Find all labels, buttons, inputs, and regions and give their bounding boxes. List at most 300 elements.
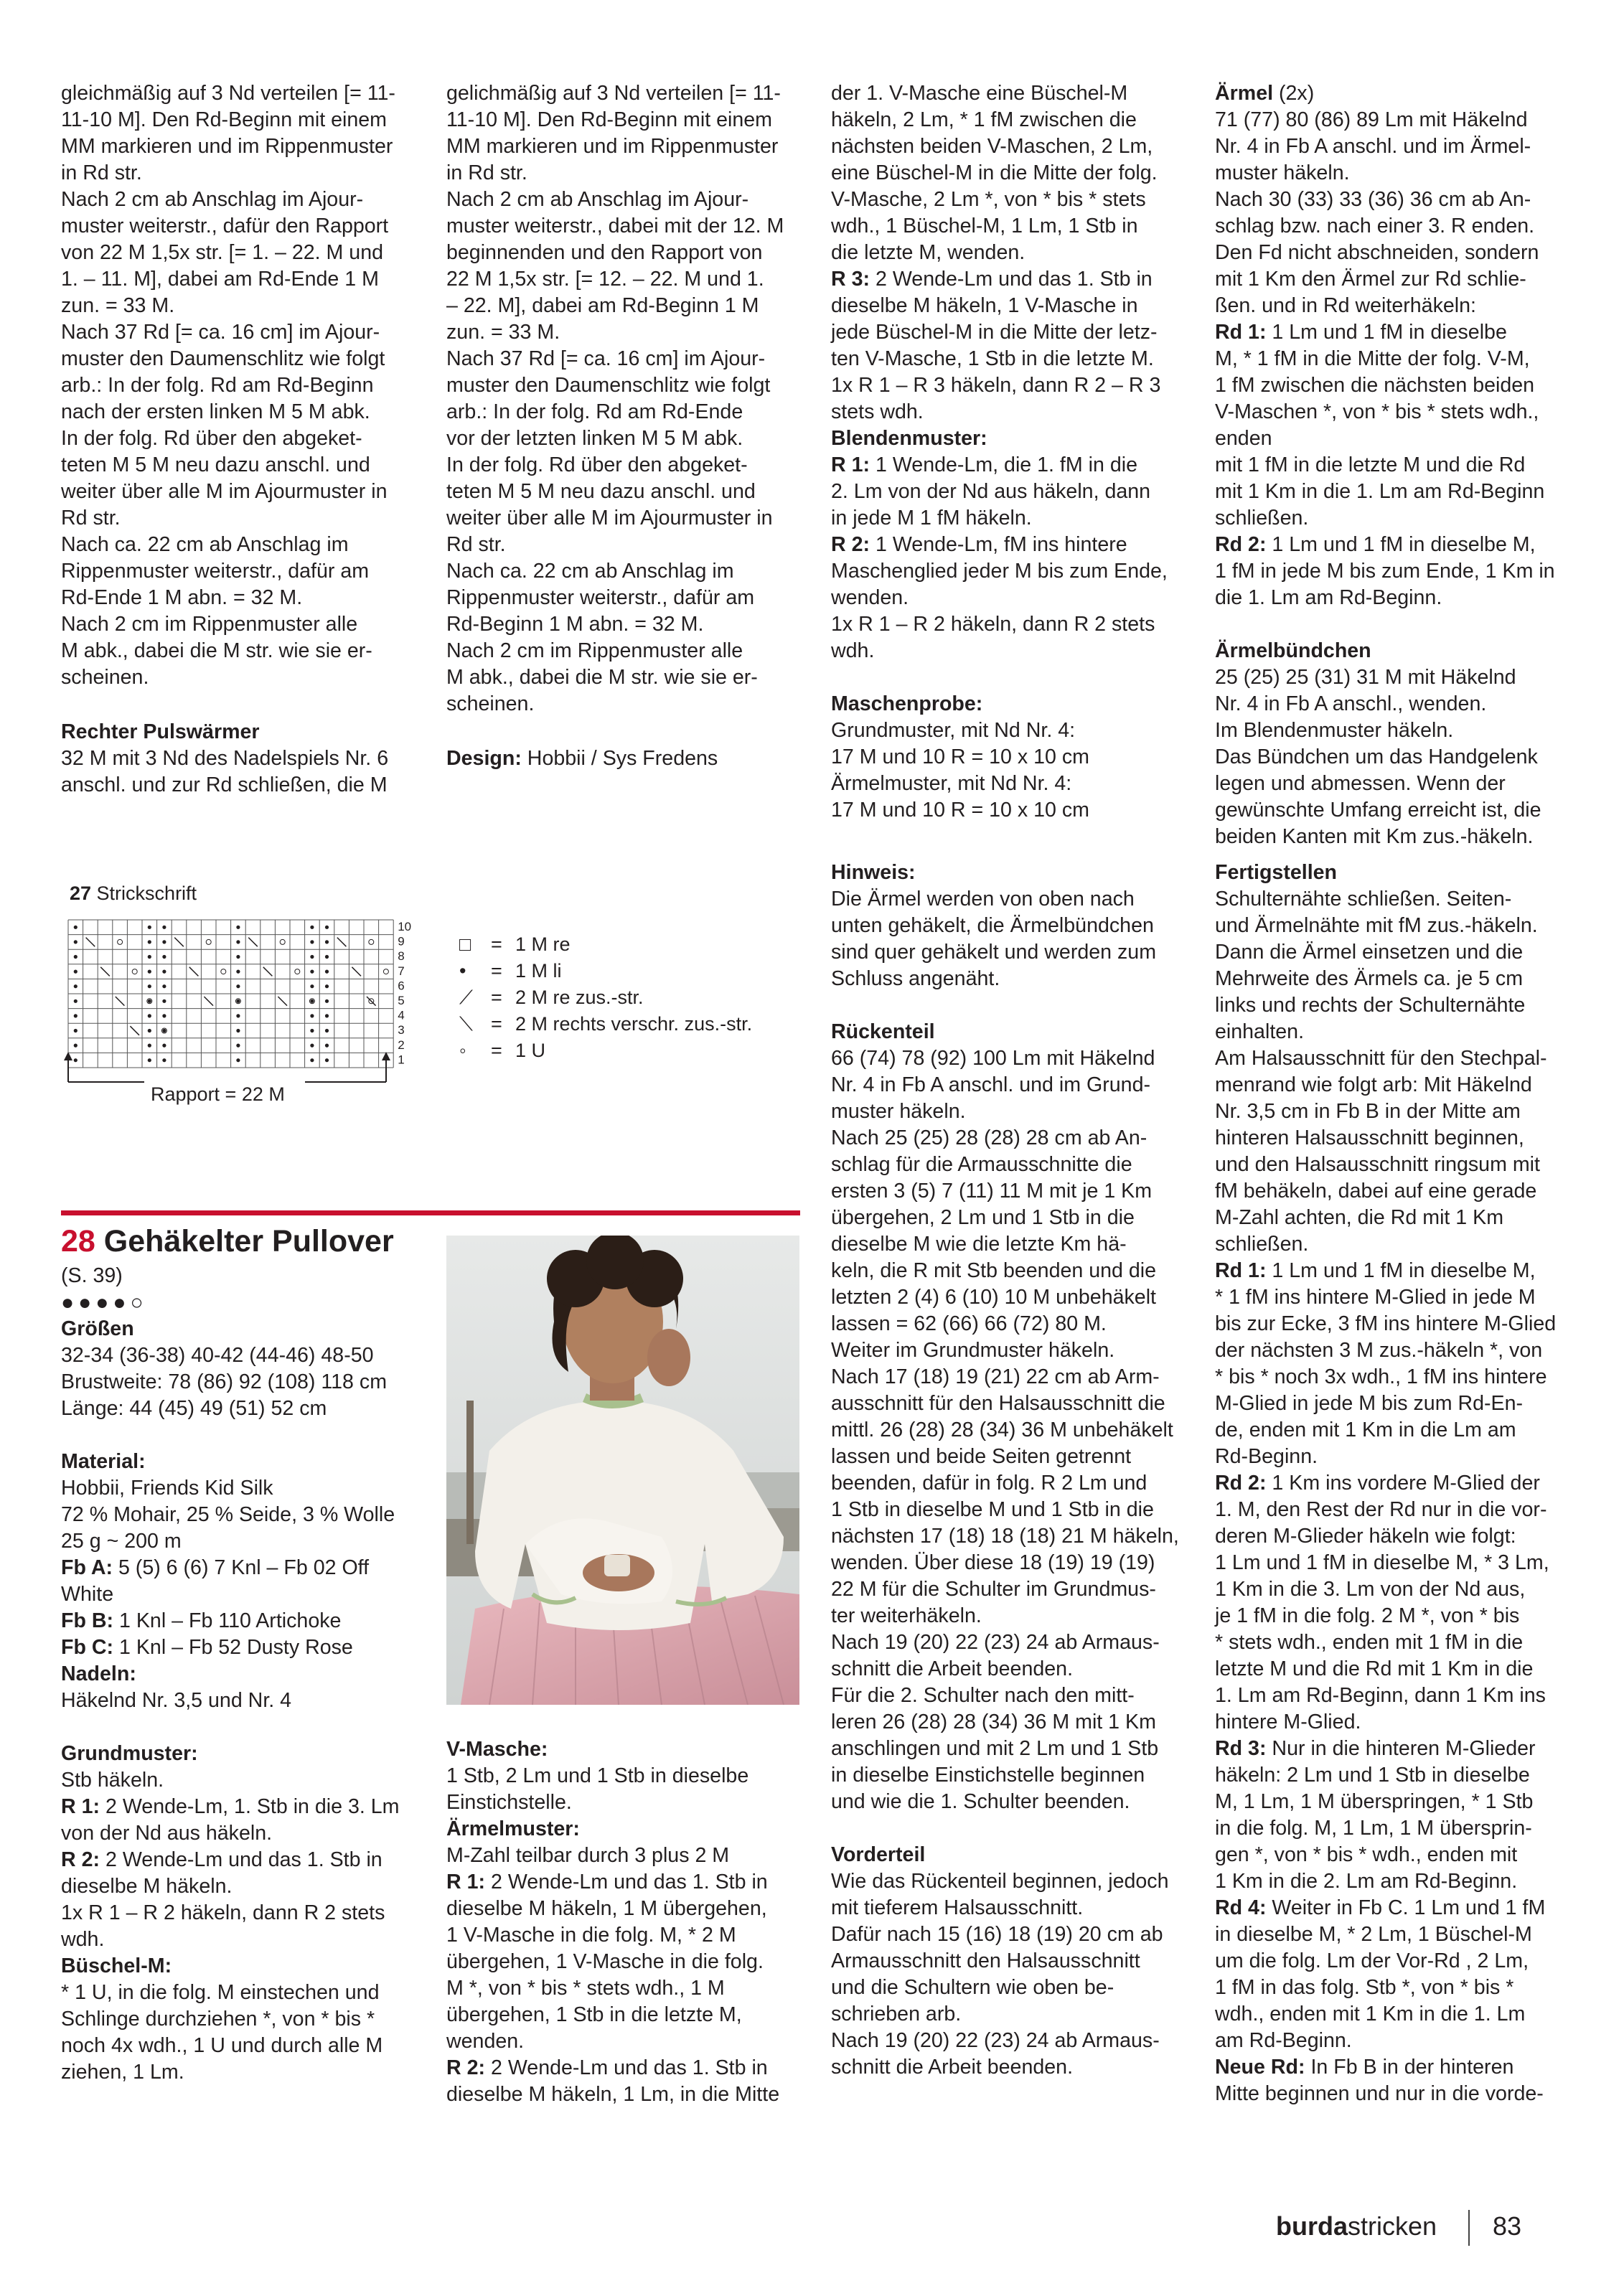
col2-line: Nach 2 cm ab Anschlag im Ajour- [446, 188, 749, 211]
chart-decrease-mark [352, 967, 361, 977]
chart-purl-mark [162, 955, 166, 959]
col1-line: scheinen. [61, 666, 149, 689]
chart-purl-mark [74, 926, 78, 929]
grund-r2: R 2: 2 Wende-Lm und das 1. Stb in [61, 1848, 382, 1871]
chart-number: 27 [70, 883, 92, 904]
chart-purl-mark [148, 984, 151, 988]
chart-yarnover-mark [295, 969, 300, 974]
text-line: 1 fM zwischen die nächsten beiden [1215, 374, 1535, 397]
text-line: wdh. [831, 639, 875, 662]
aermel-r2: R 2: 2 Wende-Lm und das 1. Stb in [446, 2056, 768, 2079]
text-line: 1. Lm am Rd-Beginn, dann 1 Km ins [1215, 1684, 1546, 1707]
text-line: in die folg. M, 1 Lm, 1 M übersprin- [1215, 1817, 1532, 1840]
text-line: Den Fd nicht abschneiden, sondern [1215, 241, 1539, 264]
text-line: 2. Lm von der Nd aus häkeln, dann [831, 480, 1151, 503]
chart-purl-mark [74, 1058, 78, 1062]
col1-line: muster den Daumenschlitz wie folgt [61, 347, 385, 370]
aermel-r2-cont: dieselbe M häkeln, 1 Lm, in die Mitte [446, 2083, 780, 2106]
fertig-rd3: Rd 3: Nur in die hinteren M-Glieder [1215, 1737, 1536, 1760]
text-line: Maschenglied jeder M bis zum Ende, [831, 560, 1168, 583]
chart-decrease-mark [130, 1026, 139, 1035]
col1-line: gleichmäßig auf 3 Nd verteilen [= 11- [61, 82, 395, 105]
footer-separator [1468, 2210, 1470, 2246]
r3-cont [831, 293, 1190, 425]
aermelbuendchen-text [1215, 664, 1588, 850]
text-line: dieselbe M wie die letzte Km hä- [831, 1233, 1127, 1256]
chart-purl-mark [148, 999, 151, 1003]
col2-line: zun. = 33 M. [446, 321, 560, 344]
text-line: eine Büschel-M in die Mitte der folg. [831, 161, 1158, 184]
text-line: 1 V-Masche in die folg. M, * 2 M [446, 1924, 736, 1947]
text-line: links und rechts der Schulternähte [1215, 994, 1526, 1017]
text-line: V-Masche, 2 Lm *, von * bis * stets [831, 188, 1146, 211]
text-line: ersten 3 (5) 7 (11) 11 M mit je 1 Km [831, 1180, 1153, 1203]
text-line: M, * 1 fM in die Mitte der folg. V-M, [1215, 347, 1530, 370]
text-line: in jede M 1 fM häkeln. [831, 507, 1032, 530]
vorderteil-text [831, 1868, 1190, 2081]
chart-purl-mark [325, 1044, 329, 1048]
text-line: fM behäkeln, dabei auf eine gerade [1215, 1180, 1537, 1203]
text-line: Länge: 44 (45) 49 (51) 52 cm [61, 1397, 327, 1420]
fertig-rd2-cont [1215, 1497, 1588, 1736]
page-number: 83 [1493, 2211, 1522, 2241]
chart-decrease-mark [367, 997, 376, 1006]
rechter-line: anschl. und zur Rd schließen, die M [61, 773, 388, 796]
text-line: Das Bündchen um das Handgelenk [1215, 745, 1538, 768]
text-line: mit tieferem Halsausschnitt. [831, 1896, 1084, 1919]
aermelbuendchen-title: Ärmelbündchen [1215, 639, 1371, 662]
grund-r1-cont: von der Nd aus häkeln. [61, 1822, 273, 1845]
blenden-r1: R 1: 1 Wende-Lm, die 1. fM in die [831, 453, 1137, 476]
chart-row-number: 5 [398, 994, 405, 1007]
text-line: die letzte M, wenden. [831, 241, 1025, 264]
text-line: Wie das Rückenteil beginnen, jedoch [831, 1870, 1169, 1893]
text-line: legen und abmessen. Wenn der [1215, 772, 1506, 795]
text-line: dieselbe M häkeln, 1 V-Masche in [831, 294, 1138, 317]
text-line: M *, von * bis * stets wdh., 1 M [446, 1977, 725, 2000]
text-line: Dafür nach 15 (16) 18 (19) 20 cm ab [831, 1923, 1163, 1946]
chart-purl-mark [325, 1014, 329, 1017]
text-line: wdh., enden mit 1 Km in die 1. Lm [1215, 2003, 1526, 2026]
chart-row-number: 2 [398, 1038, 405, 1052]
chart-yarnover-mark [369, 939, 374, 944]
text-line: übergehen, 2 Lm und 1 Stb in die [831, 1206, 1135, 1229]
text-line: ter weiterhäkeln. [831, 1604, 982, 1627]
text-line: Nach 30 (33) 33 (36) 36 cm ab An- [1215, 188, 1531, 211]
text-line: 1. M, den Rest der Rd nur in die vor- [1215, 1498, 1547, 1521]
text-line: Schulternähte schließen. Seiten- [1215, 888, 1512, 911]
fertig-rd4: Rd 4: Weiter in Fb C. 1 Lm und 1 fM [1215, 1896, 1546, 1919]
text-line: und wie die 1. Schulter beenden. [831, 1790, 1130, 1813]
aermel-r1-cont [446, 1896, 805, 2055]
text-line: deren M-Glieder häkeln wie folgt: [1215, 1525, 1516, 1548]
rapport-label: Rapport = 22 M [151, 1083, 285, 1105]
text-line: * 1 fM ins hintere M-Glied in jede M [1215, 1286, 1536, 1309]
text-line: letzten 2 (4) 6 (10) 10 M unbehäkelt [831, 1286, 1156, 1309]
col2-line: teten M 5 M neu dazu anschl. und [446, 480, 756, 503]
col1-line: 1. – 11. M], dabei am Rd-Ende 1 M [61, 268, 379, 291]
page-reference: (S. 39) [61, 1264, 123, 1287]
col2-line: Nach ca. 22 cm ab Anschlag im [446, 560, 734, 583]
text-line: häkeln: 2 Lm und 1 Stb in dieselbe [1215, 1764, 1530, 1787]
chart-purl-mark [325, 1029, 329, 1032]
page-footer [1276, 2211, 1522, 2241]
text-line: 1 Stb, 2 Lm und 1 Stb in dieselbe [446, 1764, 749, 1787]
text-line: lassen = 62 (66) 66 (72) 80 M. [831, 1312, 1107, 1335]
legend-text: 1 M li [515, 960, 562, 982]
col1-line: teten M 5 M neu dazu anschl. und [61, 453, 370, 476]
text-line: übergehen, 1 V-Masche in die folg. [446, 1950, 764, 1973]
groessen-title: Größen [61, 1317, 134, 1340]
chart-yarnover-mark [221, 969, 226, 974]
text-line: unten gehäkelt, die Ärmelbündchen [831, 914, 1154, 937]
legend-row: ◦ = 1 U [459, 1038, 752, 1064]
col1-line: Nach ca. 22 cm ab Anschlag im [61, 533, 349, 556]
chart-purl-mark [325, 984, 329, 988]
text-line: Einstichstelle. [446, 1791, 572, 1814]
chart-decrease-mark [100, 967, 110, 977]
chart-purl-mark [310, 940, 314, 944]
aermel-rd1: Rd 1: 1 Lm und 1 fM in dieselbe [1215, 321, 1507, 344]
text-line: mit 1 Km in die 1. Lm am Rd-Beginn [1215, 480, 1545, 503]
difficulty-rating: ●●●●○ [61, 1291, 148, 1314]
chart-yarnover-mark [280, 939, 285, 944]
chart-purl-mark [148, 940, 151, 944]
col1-line: Nach 2 cm ab Anschlag im Ajour- [61, 188, 364, 211]
text-line: Nr. 4 in Fb A anschl., wenden. [1215, 692, 1487, 715]
chart-purl-mark [310, 1014, 314, 1017]
chart-decrease-mark [174, 938, 184, 947]
chart-purl-mark [162, 1044, 166, 1048]
chart-purl-mark [74, 1014, 78, 1017]
text-line: Nr. 4 in Fb A anschl. und im Ärmel- [1215, 135, 1531, 158]
chart-row-number: 4 [398, 1008, 405, 1022]
chart-decrease-mark [204, 997, 213, 1006]
text-line: Mehrweite des Ärmels ca. je 5 cm [1215, 967, 1524, 990]
chart-purl-mark [310, 1044, 314, 1048]
chart-row-number: 7 [398, 964, 405, 978]
col1-line: arb.: In der folg. Rd am Rd-Beginn [61, 374, 374, 397]
vmasche-title: V-Masche: [446, 1738, 548, 1761]
chart-decrease-mark [248, 938, 258, 947]
text-line: nächsten 17 (18) 18 (18) 21 M häkeln, [831, 1525, 1179, 1548]
col2-line: gelichmäßig auf 3 Nd verteilen [= 11- [446, 82, 781, 105]
text-line: noch 4x wdh., 1 U und durch alle M [61, 2034, 383, 2057]
chart-purl-mark [74, 984, 78, 988]
hinweis-text [831, 886, 1190, 992]
brand-name: stricken [1348, 2211, 1437, 2241]
brand-bold: burda [1276, 2211, 1348, 2241]
design-credit [446, 745, 718, 772]
legend-text: 1 M re [515, 933, 571, 955]
legend-text: 2 M re zus.-str. [515, 987, 644, 1008]
column-2-bottom [446, 1736, 805, 2108]
rechter-pulswaermer-title: Rechter Pulswärmer [61, 720, 260, 743]
chart-yarnover-mark [383, 969, 388, 974]
text-line: 1 Stb in dieselbe M und 1 Stb in die [831, 1498, 1154, 1521]
text-line: um die folg. Lm der Vor-Rd , 2 Lm, [1215, 1949, 1529, 1972]
text-line: Brustweite: 78 (86) 92 (108) 118 cm [61, 1370, 388, 1393]
chart-purl-mark [236, 1058, 240, 1062]
color-a-cont: White [61, 1583, 114, 1606]
col2-line: In der folg. Rd über den abgeket- [446, 453, 748, 476]
text-line: 25 (25) 25 (31) 31 M mit Häkelnd [1215, 666, 1516, 689]
col2-line: Rippenmuster weiterstr., dafür am [446, 586, 755, 609]
legend-symbol: ⟋ [459, 987, 473, 1008]
text-line: übergehen, 1 Stb in die letzte M, [446, 2003, 742, 2026]
text-line: mittl. 26 (28) 28 (34) 36 M unbehäkelt [831, 1418, 1173, 1441]
text-line: 25 g ~ 200 m [61, 1530, 182, 1553]
text-line: mit 1 fM in die letzte M und die Rd [1215, 453, 1526, 476]
col1-line: In der folg. Rd über den abgeket- [61, 427, 362, 450]
rueckenteil-title: Rückenteil [831, 1020, 935, 1043]
blenden-r1-cont [831, 479, 1190, 532]
chart-purl-mark [310, 999, 314, 1003]
fertig-rd1-cont [1215, 1284, 1588, 1470]
chart-decrease-mark [278, 997, 287, 1006]
chart-purl-mark [74, 955, 78, 959]
text-line: Nach 17 (18) 19 (21) 22 cm ab Arm- [831, 1365, 1160, 1388]
text-line: Nach 19 (20) 22 (23) 24 ab Armaus- [831, 1631, 1160, 1654]
text-line: 1x R 1 – R 2 häkeln, dann R 2 stets [61, 1901, 385, 1924]
column-3-bottom [831, 860, 1190, 2081]
chart-purl-mark [236, 1029, 240, 1032]
text-line: ßen. und in Rd weiterhäkeln: [1215, 294, 1476, 317]
chart-purl-mark [162, 940, 166, 944]
text-line: M, 1 Lm, 1 M überspringen, * 1 Stb [1215, 1790, 1534, 1813]
text-line: menrand wie folgt arb: Mit Häkelnd [1215, 1073, 1532, 1096]
chart-purl-mark [236, 1044, 240, 1048]
chart-caption [70, 883, 197, 905]
col1-line: Rippenmuster weiterstr., dafür am [61, 560, 370, 583]
design-value: Hobbii / Sys Fredens [521, 747, 718, 770]
chart-decrease-mark [86, 938, 95, 947]
text-line: gewünschte Umfang erreicht ist, die [1215, 799, 1541, 822]
chart-purl-mark [325, 955, 329, 959]
col1-line: weiter über alle M im Ajourmuster in [61, 480, 388, 503]
text-line: die 1. Lm am Rd-Beginn. [1215, 586, 1442, 609]
col1-line: Rd-Ende 1 M abn. = 32 M. [61, 586, 303, 609]
maschenprobe-text [831, 718, 1190, 824]
text-line: Nach 19 (20) 22 (23) 24 ab Armaus- [831, 2029, 1160, 2052]
text-line: Nach 25 (25) 28 (28) 28 cm ab An- [831, 1126, 1147, 1149]
text-line: häkeln, 2 Lm, * 1 fM zwischen die [831, 108, 1137, 131]
text-line: anschlingen und mit 2 Lm und 1 Stb [831, 1737, 1159, 1760]
chart-purl-mark [74, 1044, 78, 1048]
aermel-rd2-cont [1215, 558, 1588, 611]
chart-purl-mark [325, 999, 329, 1003]
legend-text: 2 M rechts verschr. zus.-str. [515, 1013, 753, 1035]
text-line: hintere M-Glied. [1215, 1711, 1361, 1733]
text-line: wdh. [61, 1928, 105, 1951]
fertigstellen-title: Fertigstellen [1215, 861, 1338, 884]
col1-line: M abk., dabei die M str. wie sie er- [61, 639, 372, 662]
col2-line: muster weiterstr., dabei mit der 12. M [446, 215, 784, 237]
chart-purl-mark [236, 926, 240, 929]
chart-purl-mark [325, 970, 329, 974]
chart-decrease-mark [189, 967, 199, 977]
maschenprobe-title: Maschenprobe: [831, 692, 983, 715]
col2-line: vor der letzten linken M 5 M abk. [446, 427, 743, 450]
text-line: V-Maschen *, von * bis * stets wdh., enden [1215, 400, 1539, 450]
fertig-rd2: Rd 2: 1 Km ins vordere M-Glied der [1215, 1472, 1540, 1495]
r3: R 3: 2 Wende-Lm und das 1. Stb in [831, 268, 1153, 291]
rechter-pulswaermer-section [61, 719, 434, 799]
text-line: und die Schultern wie oben be- [831, 1976, 1114, 1999]
col2-line: Rd-Beginn 1 M abn. = 32 M. [446, 613, 704, 636]
column-3-top [831, 80, 1190, 824]
material-title: Material: [61, 1450, 146, 1473]
text-line: Schlinge durchziehen *, von * bis * [61, 2008, 375, 2031]
chart-purl-mark [162, 970, 166, 974]
chart-row-number: 9 [398, 934, 405, 949]
text-line: 22 M für die Schulter im Grundmus- [831, 1578, 1156, 1601]
col1-line: muster weiterstr., dafür den Rapport [61, 215, 389, 237]
fertig-neue-rd-cont: Mitte beginnen und nur in die vorde- [1215, 2082, 1544, 2105]
buschel-title: Büschel-M: [61, 1954, 172, 1977]
chart-purl-mark [162, 1029, 166, 1032]
chart-purl-mark [325, 1058, 329, 1062]
legend-row: • = 1 M li [459, 958, 752, 984]
design-label: Design: [446, 747, 522, 770]
text-line: Armausschnitt den Halsausschnitt [831, 1949, 1140, 1972]
col1-line: nach der ersten linken M 5 M abk. [61, 400, 370, 423]
groessen-list [61, 1342, 434, 1422]
text-line: letzte M und die Rd mit 1 Km in die [1215, 1657, 1534, 1680]
text-line: der nächsten 3 M zus.-häkeln *, von [1215, 1339, 1543, 1362]
chart-purl-mark [148, 1014, 151, 1017]
col2-line: scheinen. [446, 692, 535, 715]
rueckenteil-text [831, 1045, 1190, 1815]
text-line: 1 Lm und 1 fM in dieselbe M, * 3 Lm, [1215, 1551, 1549, 1574]
col1-line: Nach 2 cm im Rippenmuster alle [61, 613, 358, 636]
aermelmuster-text: M-Zahl teilbar durch 3 plus 2 M [446, 1844, 730, 1867]
nadeln-title: Nadeln: [61, 1662, 136, 1685]
text-line: 71 (77) 80 (86) 89 Lm mit Häkelnd [1215, 108, 1528, 131]
col2-line: beginnenden und den Rapport von [446, 241, 763, 264]
chart-purl-mark [74, 970, 78, 974]
column-2-top [446, 80, 805, 718]
text-line: Rd-Beginn. [1215, 1445, 1318, 1468]
col1-line: in Rd str. [61, 161, 142, 184]
col2-line: Rd str. [446, 533, 506, 556]
vorderteil-title: Vorderteil [831, 1843, 926, 1866]
text-line: 1 fM in jede M bis zum Ende, 1 Km in [1215, 560, 1555, 583]
text-line: wenden. [446, 2030, 525, 2053]
text-line: Weiter im Grundmuster häkeln. [831, 1339, 1115, 1362]
text-line: sind quer gehäkelt und werden zum [831, 941, 1157, 964]
chart-purl-mark [162, 1058, 166, 1062]
fertig-neue-rd: Neue Rd: In Fb B in der hinteren [1215, 2056, 1514, 2079]
text-line: Grundmuster, mit Nd Nr. 4: [831, 719, 1076, 742]
legend-symbol: □ [459, 933, 471, 955]
fertig-rd1: Rd 1: 1 Lm und 1 fM in dieselbe M, [1215, 1259, 1536, 1282]
text-line: Schluss angenäht. [831, 967, 1000, 990]
text-line: wdh., 1 Büschel-M, 1 Lm, 1 Stb in [831, 215, 1138, 237]
grundmuster-text: Stb häkeln. [61, 1769, 164, 1792]
text-line: M-Glied in jede M bis zum Rd-En- [1215, 1392, 1524, 1415]
text-line: 17 M und 10 R = 10 x 10 cm [831, 799, 1090, 822]
fertigstellen-text [1215, 886, 1588, 1258]
chart-decrease-mark [116, 997, 125, 1006]
rechter-line: 32 M mit 3 Nd des Nadelspiels Nr. 6 [61, 747, 389, 770]
legend-symbol: ⟍ [459, 1013, 473, 1035]
aermel-rd2: Rd 2: 1 Lm und 1 fM in dieselbe M, [1215, 533, 1536, 556]
text-line: schrieben arb. [831, 2003, 962, 2026]
pattern-title [61, 1221, 394, 1261]
text-line: 72 % Mohair, 25 % Seide, 3 % Wolle [61, 1503, 395, 1526]
grund-r1: R 1: 2 Wende-Lm, 1. Stb in die 3. Lm [61, 1795, 400, 1818]
col1-line: MM markieren und im Rippenmuster [61, 135, 393, 158]
text-line: Die Ärmel werden von oben nach [831, 888, 1135, 911]
chart-decrease-mark [337, 938, 347, 947]
text-line: und den Halsausschnitt ringsum mit [1215, 1153, 1540, 1176]
chart-purl-mark [148, 970, 151, 974]
col2-line: arb.: In der folg. Rd am Rd-Ende [446, 400, 743, 423]
chart-purl-mark [310, 984, 314, 988]
text-line: 32-34 (36-38) 40-42 (44-46) 48-50 [61, 1344, 374, 1367]
text-line: in dieselbe Einstichstelle beginnen [831, 1764, 1145, 1787]
chart-purl-mark [148, 1044, 151, 1048]
text-line: je 1 fM in die folg. 2 M *, von * bis [1215, 1604, 1520, 1627]
legend-row: □ = 1 M re [459, 931, 752, 958]
fertig-rd4-cont [1215, 1921, 1588, 2054]
chart-caption-text: Strickschrift [91, 883, 197, 904]
blenden-r2-cont [831, 558, 1190, 664]
text-line: Dann die Ärmel einsetzen und die [1215, 941, 1524, 964]
col2-line: 11-10 M]. Den Rd-Beginn mit einem [446, 108, 772, 131]
grundmuster-title: Grundmuster: [61, 1742, 198, 1765]
text-line: jede Büschel-M in die Mitte der letz- [831, 321, 1158, 344]
chart-purl-mark [148, 1058, 151, 1062]
fertig-rd3-cont [1215, 1762, 1588, 1895]
pattern-number: 28 [61, 1224, 95, 1258]
col2-line: Nach 2 cm im Rippenmuster alle [446, 639, 743, 662]
col2-line: 22 M 1,5x str. [= 12. – 22. M und 1. [446, 268, 764, 291]
chart-purl-mark [310, 926, 314, 929]
vmasche-text [446, 1763, 805, 1816]
chart-purl-mark [74, 940, 78, 944]
text-line: 1 fM in das folg. Stb *, von * bis * [1215, 1976, 1514, 1999]
text-line: am Rd-Beginn. [1215, 2029, 1352, 2052]
hinweis-title: Hinweis: [831, 861, 916, 884]
text-line: schlag für die Armausschnitte die [831, 1153, 1132, 1176]
blenden-r2: R 2: 1 Wende-Lm, fM ins hintere [831, 533, 1127, 556]
text-line: schließen. [1215, 507, 1309, 530]
section-divider [61, 1210, 800, 1215]
text-line: leren 26 (28) 28 (34) 36 M mit 1 Km [831, 1711, 1156, 1733]
text-line: Ärmelmuster, mit Nd Nr. 4: [831, 772, 1072, 795]
text-line: der 1. V-Masche eine Büschel-M [831, 82, 1128, 105]
text-line: 1 Km in die 3. Lm von der Nd aus, [1215, 1578, 1526, 1601]
chart-purl-mark [310, 1058, 314, 1062]
chart-purl-mark [74, 1029, 78, 1032]
chart-row-number: 6 [398, 979, 405, 993]
col1-line: Nach 37 Rd [= ca. 16 cm] im Ajour- [61, 321, 380, 344]
chart-purl-mark [148, 1029, 151, 1032]
text-line: wenden. Über diese 18 (19) 19 (19) [831, 1551, 1155, 1574]
chart-purl-mark [148, 926, 151, 929]
text-line: ausschnitt für den Halsausschnitt die [831, 1392, 1165, 1415]
text-line: mit 1 Km den Ärmel zur Rd schlie- [1215, 268, 1526, 291]
chart-purl-mark [310, 970, 314, 974]
chart-legend [459, 931, 752, 1064]
color-a: Fb A: 5 (5) 6 (6) 7 Knl – Fb 02 Off [61, 1556, 370, 1579]
text-line: ten V-Masche, 1 Stb in die letzte M. [831, 347, 1154, 370]
chart-purl-mark [162, 999, 166, 1003]
chart-purl-mark [325, 940, 329, 944]
text-line: muster häkeln. [831, 1100, 966, 1123]
